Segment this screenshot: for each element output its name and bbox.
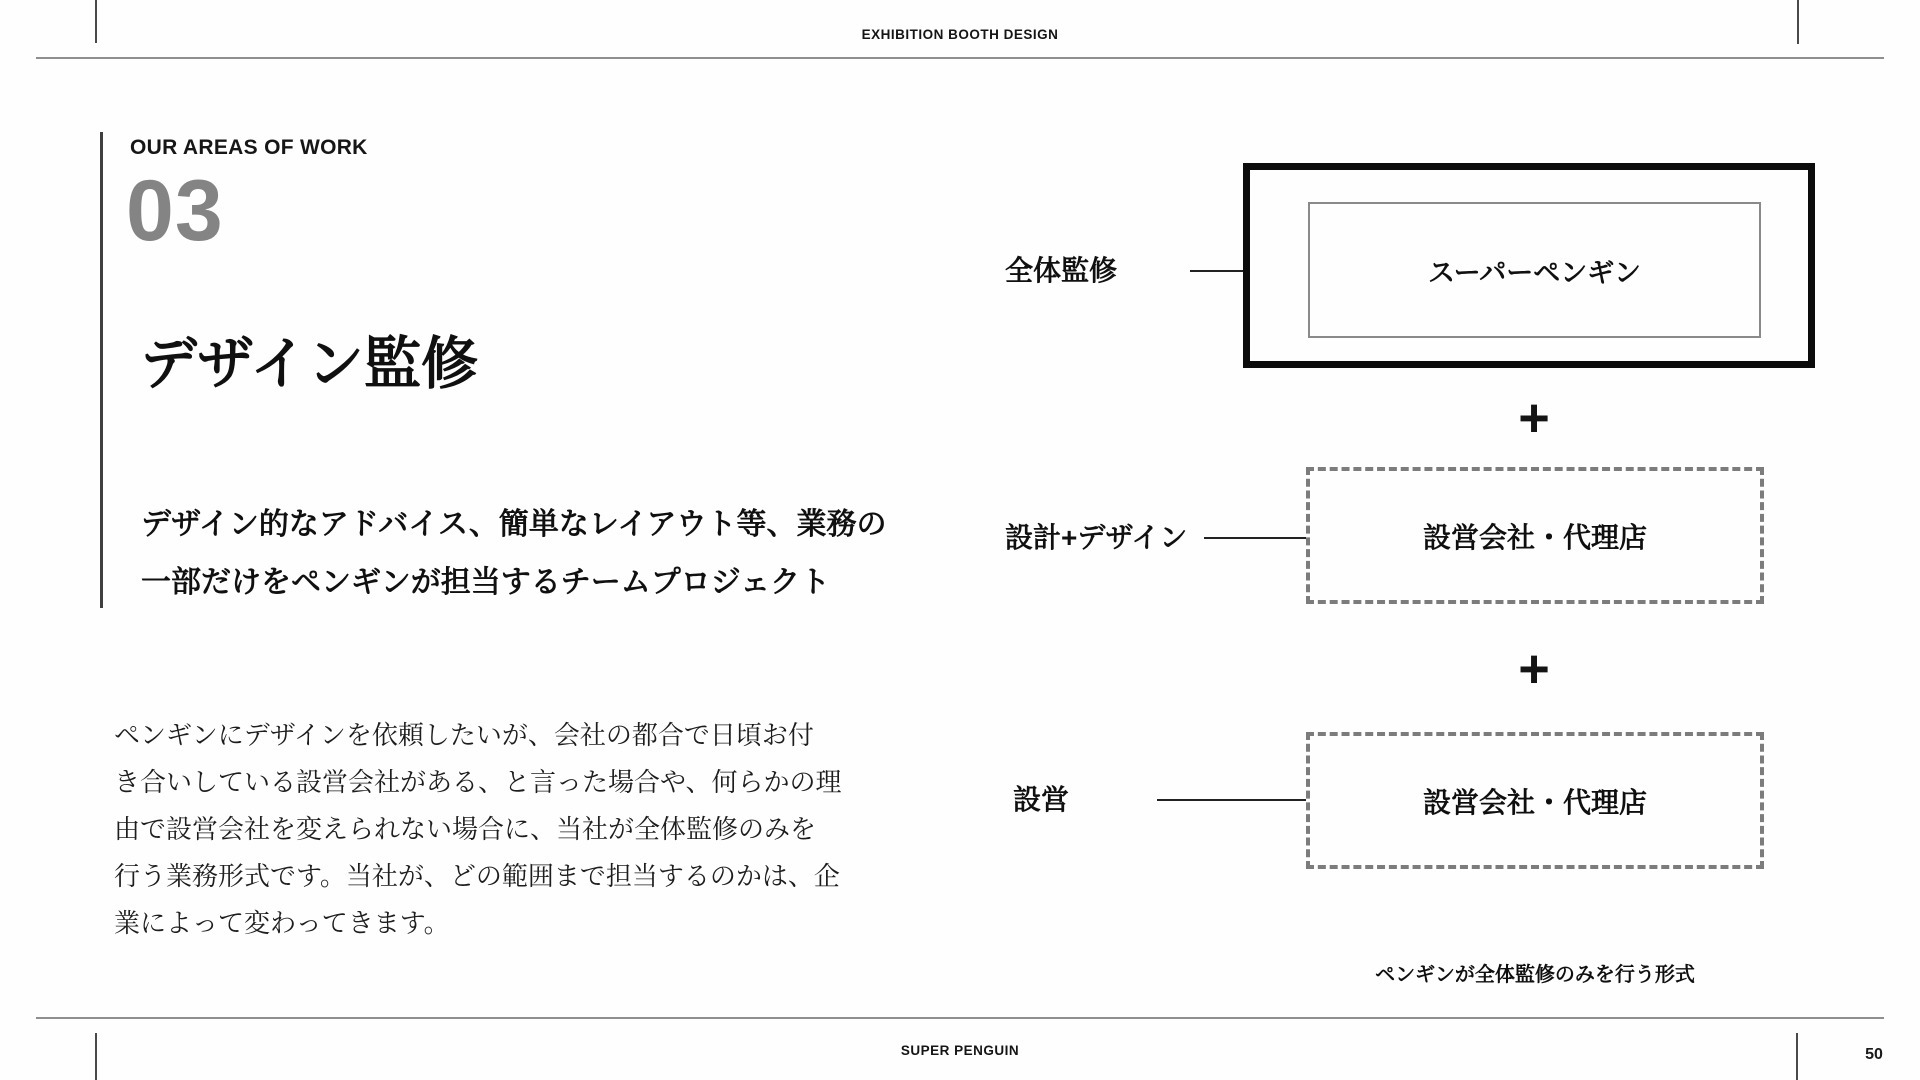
plus-separator-1: + xyxy=(1518,388,1550,448)
label-overall-supervision: 全体監修 xyxy=(1005,255,1118,286)
setup-company-box-text: 設営会社・代理店 xyxy=(1422,786,1647,818)
setup-company-box-2 xyxy=(1306,732,1764,869)
setup-company-box-1 xyxy=(1306,467,1764,604)
connector-line-2 xyxy=(1204,537,1308,539)
description-line: 行う業務形式です。当社が、どの範囲まで担当するのかは、企 xyxy=(114,861,840,891)
header-rule xyxy=(36,57,1884,59)
connector-line-3 xyxy=(1157,799,1306,801)
page-header-title: EXHIBITION BOOTH DESIGN xyxy=(861,27,1059,42)
diagram-caption: ペンギンが全体監修のみを行う形式 xyxy=(1375,964,1695,986)
description-line: 由で設営会社を変えられない場合に、当社が全体監修のみを xyxy=(114,814,817,844)
setup-company-box-text: 設営会社・代理店 xyxy=(1422,521,1647,553)
section-title: デザイン監修 xyxy=(140,332,479,396)
section-description xyxy=(114,712,841,947)
label-design: 設計+デザイン xyxy=(1005,522,1188,553)
page-number: 50 xyxy=(1865,1046,1883,1063)
description-line: き合いしている設営会社がある、と言った場合や、何らかの理 xyxy=(114,767,842,797)
section-eyebrow: OUR AREAS OF WORK xyxy=(130,136,368,159)
section-accent-line xyxy=(100,132,103,608)
section-subtitle xyxy=(141,496,887,612)
footer-rule xyxy=(36,1017,1884,1019)
section-number: 03 xyxy=(126,163,224,259)
footer-brand: SUPER PENGUIN xyxy=(900,1043,1020,1058)
subtitle-line: デザイン的なアドバイス、簡単なレイアウト等、業務の xyxy=(141,508,887,541)
supervisor-inner-box xyxy=(1308,202,1761,338)
supervisor-box-text: スーパーペンギン xyxy=(1427,257,1642,288)
description-line: ペンギンにデザインを依頼したいが、会社の都合で日頃お付 xyxy=(114,720,814,750)
plus-separator-2: + xyxy=(1518,639,1550,699)
description-line: 業によって変わってきます。 xyxy=(114,908,450,938)
subtitle-line: 一部だけをペンギンが担当するチームプロジェクト xyxy=(141,566,831,599)
label-setup: 設営 xyxy=(1013,784,1070,815)
